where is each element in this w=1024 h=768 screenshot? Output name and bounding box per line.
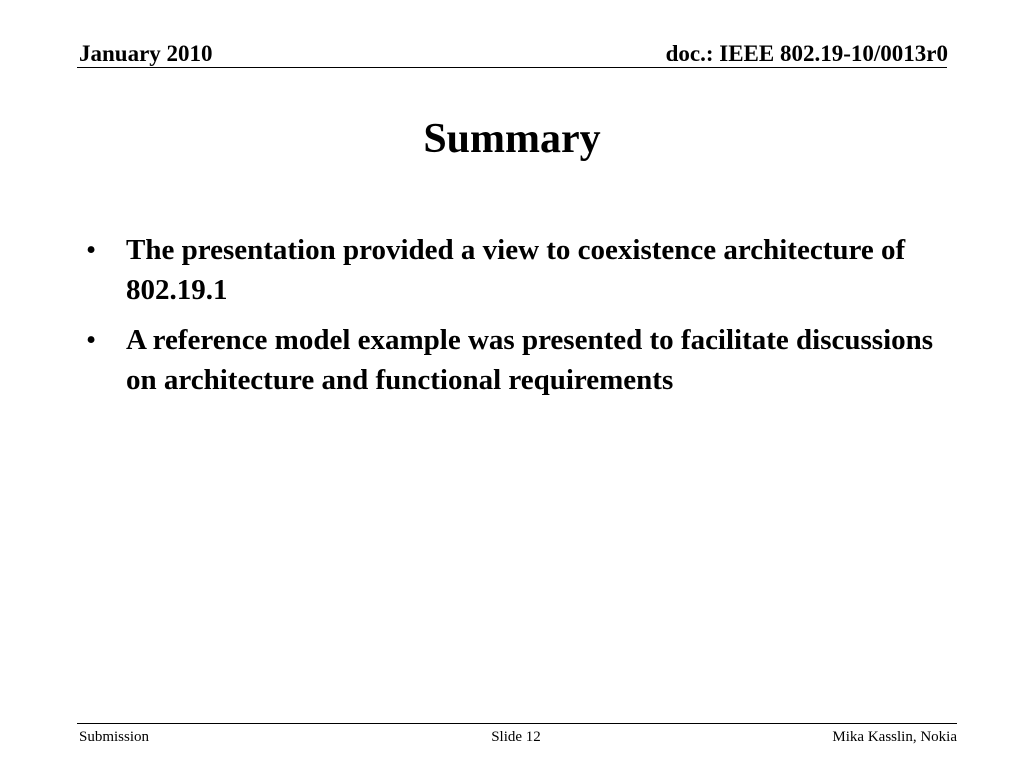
slide-title: Summary bbox=[423, 116, 601, 162]
footer-slide-number: Slide 12 bbox=[491, 729, 541, 745]
bullet-item bbox=[86, 320, 946, 400]
header-divider bbox=[77, 67, 947, 68]
bullet-text: A reference model example was presented to facilitate discussions on architecture and functional requirements bbox=[126, 324, 934, 396]
bullet-icon: • bbox=[86, 324, 97, 356]
footer-submission: Submission bbox=[79, 729, 150, 745]
bullet-item bbox=[86, 230, 946, 310]
footer-divider bbox=[77, 723, 957, 724]
bullet-icon: • bbox=[86, 234, 97, 266]
bullet-text: The presentation provided a view to coexistence architecture of 802.19.1 bbox=[126, 234, 906, 306]
header-date: January 2010 bbox=[79, 41, 213, 66]
bullet-list bbox=[86, 230, 946, 410]
header-doc-id: doc.: IEEE 802.19-10/0013r0 bbox=[665, 41, 948, 66]
footer-author: Mika Kasslin, Nokia bbox=[832, 729, 957, 745]
